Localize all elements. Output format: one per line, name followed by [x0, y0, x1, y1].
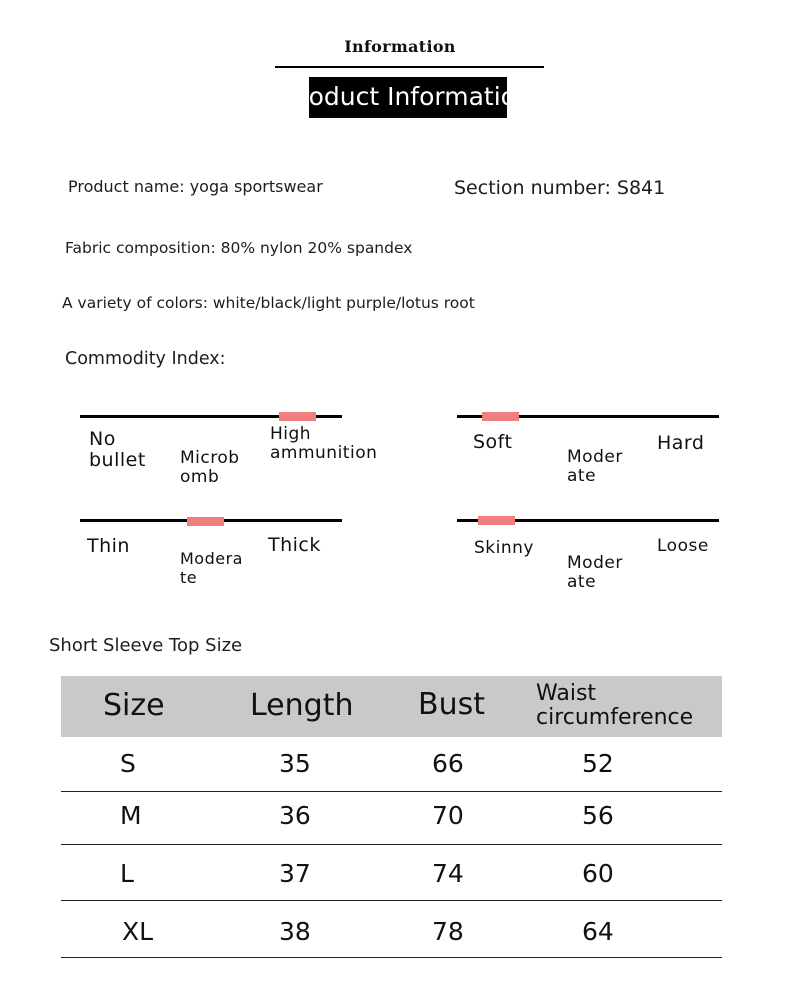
- header-divider: [275, 66, 544, 68]
- section-number: Section number: S841: [454, 177, 666, 199]
- header-band-text: Product Information: [284, 82, 532, 111]
- cell-size: XL: [122, 917, 154, 946]
- softness-marker: [482, 412, 519, 421]
- table-row: [61, 789, 722, 845]
- softness-label-high: Hard: [657, 432, 705, 454]
- commodity-index-heading: Commodity Index:: [65, 349, 226, 369]
- cell-size: L: [120, 859, 134, 888]
- cell-size: S: [120, 749, 136, 778]
- fabric-composition: Fabric composition: 80% nylon 20% spandex: [65, 239, 413, 257]
- col-header-size: Size: [103, 688, 165, 723]
- col-header-waist: Waist circumference: [536, 681, 694, 730]
- col-header-length: Length: [250, 688, 354, 723]
- cell-size: M: [120, 801, 142, 830]
- cell-bust: 70: [432, 801, 464, 830]
- softness-label-low: Soft: [473, 431, 513, 453]
- softness-label-mid: Moder ate: [567, 447, 623, 486]
- fit-marker: [478, 516, 515, 525]
- thickness-marker: [187, 517, 224, 526]
- fit-label-mid: Moder ate: [567, 553, 623, 592]
- cell-bust: 66: [432, 749, 464, 778]
- fit-label-high: Loose: [657, 536, 709, 556]
- table-row: [61, 845, 722, 901]
- cell-waist: 64: [582, 917, 614, 946]
- cell-length: 35: [279, 749, 311, 778]
- thickness-label-mid: Modera te: [180, 549, 243, 587]
- elasticity-label-low: No bullet: [89, 428, 146, 471]
- cell-waist: 56: [582, 801, 614, 830]
- cell-length: 37: [279, 859, 311, 888]
- header-band: [284, 77, 532, 118]
- header-title: Information: [344, 37, 456, 56]
- color-options: A variety of colors: white/black/light purple/lotus root: [62, 294, 475, 312]
- cell-bust: 78: [432, 917, 464, 946]
- elasticity-label-high: High ammunition: [270, 424, 378, 463]
- product-name: Product name: yoga sportswear: [68, 177, 323, 196]
- cell-bust: 74: [432, 859, 464, 888]
- size-table-header: [61, 676, 722, 737]
- cell-waist: 60: [582, 859, 614, 888]
- cell-length: 36: [279, 801, 311, 830]
- thickness-label-low: Thin: [87, 535, 130, 557]
- col-header-bust: Bust: [418, 687, 485, 722]
- size-table-title: Short Sleeve Top Size: [49, 635, 243, 656]
- cell-waist: 52: [582, 749, 614, 778]
- table-row: [61, 901, 722, 958]
- elasticity-label-mid: Microb omb: [180, 448, 240, 487]
- thickness-label-high: Thick: [268, 534, 321, 556]
- fit-label-low: Skinny: [474, 538, 534, 558]
- cell-length: 38: [279, 917, 311, 946]
- elasticity-marker: [279, 412, 316, 421]
- table-row: [61, 737, 722, 792]
